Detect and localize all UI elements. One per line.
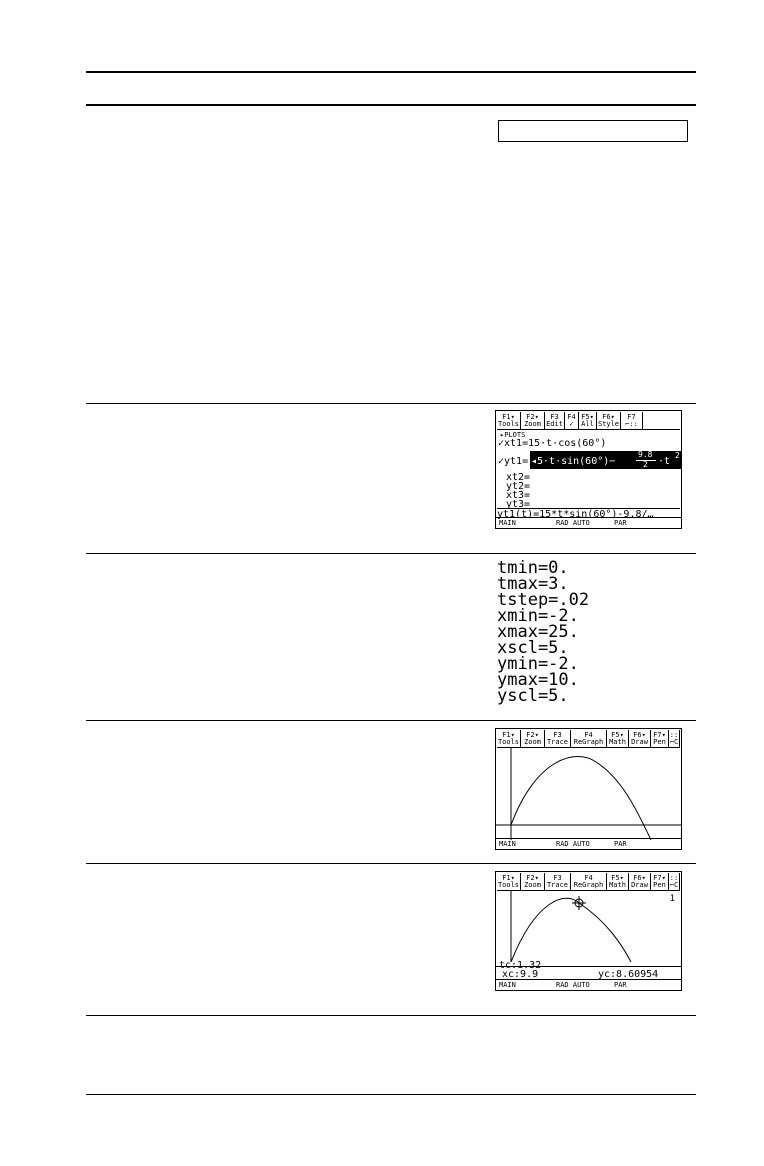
top-rule — [86, 71, 696, 73]
var-tmax: tmax=3. — [497, 574, 569, 594]
toolbar-tab-edit[interactable]: F3 Edit — [545, 412, 565, 429]
toolbar-tab-style[interactable]: F6▾ Style — [597, 412, 620, 428]
entry-line[interactable]: yt1(t)=15*t*sin(60°)-9.8/… — [497, 508, 680, 520]
toolbar-tab-trace[interactable]: F3 Trace — [545, 730, 571, 747]
graph-plot — [496, 748, 681, 840]
trace-x-axis — [496, 966, 681, 967]
row-divider-2 — [86, 553, 696, 554]
yt1-fraction-den: 2 — [643, 460, 648, 469]
trajectory-curve — [511, 898, 631, 962]
crosshair-cursor-icon[interactable] — [572, 896, 586, 910]
status-mode: MAIN — [499, 981, 516, 989]
row-divider-3 — [86, 720, 696, 721]
function-number: 1 — [669, 894, 675, 904]
yt1-highlight — [530, 451, 682, 469]
toolbar — [497, 412, 680, 430]
graph-screen — [495, 728, 682, 850]
toolbar-tab-more[interactable]: :: ⌐C — [669, 730, 679, 746]
toolbar-tab-zoom[interactable]: F2▾ Zoom — [521, 730, 545, 747]
yt1-fraction-num: 9.8 — [638, 450, 653, 459]
toolbar-tab-math[interactable]: F5▾ Math — [607, 873, 629, 890]
toolbar-tab-tools[interactable]: F1▾ Tools — [497, 412, 520, 428]
toolbar-tab-trace[interactable]: F3 Trace — [545, 873, 571, 890]
status-graph: PAR — [614, 981, 627, 989]
var-yscl: yscl=5. — [497, 686, 569, 706]
equation-yt3[interactable]: yt3= — [506, 499, 531, 510]
yt1-suffix: ·t — [658, 456, 671, 467]
equation-xt3[interactable]: xt3= — [506, 490, 531, 501]
toolbar-tab-zoom[interactable]: F2▾ Zoom — [521, 873, 545, 890]
toolbar-tab-pen[interactable]: F7▾ Pen — [651, 873, 669, 890]
header-rule — [86, 104, 696, 106]
status-angle: RAD AUTO — [556, 840, 590, 848]
status-angle: RAD AUTO — [556, 519, 590, 527]
toolbar-tab-zoom[interactable]: F2▾ Zoom — [521, 412, 545, 429]
status-angle: RAD AUTO — [556, 981, 590, 989]
var-tstep: tstep=.02 — [497, 590, 590, 610]
toolbar-tab-draw[interactable]: F6▾ Draw — [629, 873, 651, 890]
row-divider-5 — [86, 1015, 696, 1016]
status-bar — [496, 979, 681, 990]
equation-xt2[interactable]: xt2= — [506, 472, 531, 483]
status-bar — [496, 838, 681, 849]
toolbar-tab-tools[interactable]: F1▾ Tools — [497, 730, 520, 746]
bottom-rule — [86, 1094, 696, 1095]
yt1-exponent: 2 — [675, 451, 680, 460]
plots-label: ▸PLOTS — [500, 431, 526, 439]
equation-xt1[interactable]: ✓xt1=15·t·cos(60°) — [498, 438, 607, 449]
status-mode: MAIN — [499, 519, 516, 527]
equation-yt2[interactable]: yt2= — [506, 481, 531, 492]
var-xmin: xmin=-2. — [497, 606, 579, 626]
toolbar — [497, 730, 680, 748]
keystroke-box — [498, 120, 688, 142]
yt1-prefix: ✓yt1= — [498, 456, 529, 467]
var-ymax: ymax=10. — [497, 670, 579, 690]
toolbar-tab-check[interactable]: F4 ✓ — [565, 412, 579, 429]
toolbar-tab-regraph[interactable]: F4 ReGraph — [571, 730, 607, 747]
var-tmin: tmin=0. — [497, 558, 569, 578]
toolbar-tab-regraph[interactable]: F4 ReGraph — [571, 873, 607, 890]
trace-xc: xc:9.9 — [502, 969, 539, 980]
status-mode: MAIN — [499, 840, 516, 848]
row-divider-1 — [86, 403, 696, 404]
toolbar-tab-all[interactable]: F5▾ All — [579, 412, 597, 429]
trajectory-curve — [511, 757, 651, 840]
status-bar — [496, 517, 681, 528]
plot-editor-screen — [495, 410, 682, 529]
yt1-body: ◂5·t·sin(60°)− — [531, 456, 616, 467]
toolbar-tab-tools[interactable]: F1▾ Tools — [497, 873, 520, 889]
toolbar-tab-f7[interactable]: F7 ⌐:: — [621, 412, 643, 429]
status-graph: PAR — [614, 840, 627, 848]
trace-screen — [495, 871, 682, 991]
trace-plot — [496, 891, 681, 962]
status-graph: PAR — [614, 519, 627, 527]
trace-yc: yc:8.60954 — [598, 969, 659, 980]
var-xscl: xscl=5. — [497, 638, 569, 658]
var-xmax: xmax=25. — [497, 622, 579, 642]
row-divider-4 — [86, 863, 696, 864]
toolbar-tab-draw[interactable]: F6▾ Draw — [629, 730, 651, 747]
toolbar-tab-more[interactable]: :: ⌐C — [669, 873, 679, 889]
toolbar — [497, 873, 680, 891]
toolbar-tab-math[interactable]: F5▾ Math — [607, 730, 629, 747]
var-ymin: ymin=-2. — [497, 654, 579, 674]
toolbar-tab-pen[interactable]: F7▾ Pen — [651, 730, 669, 747]
window-variables — [497, 560, 589, 704]
